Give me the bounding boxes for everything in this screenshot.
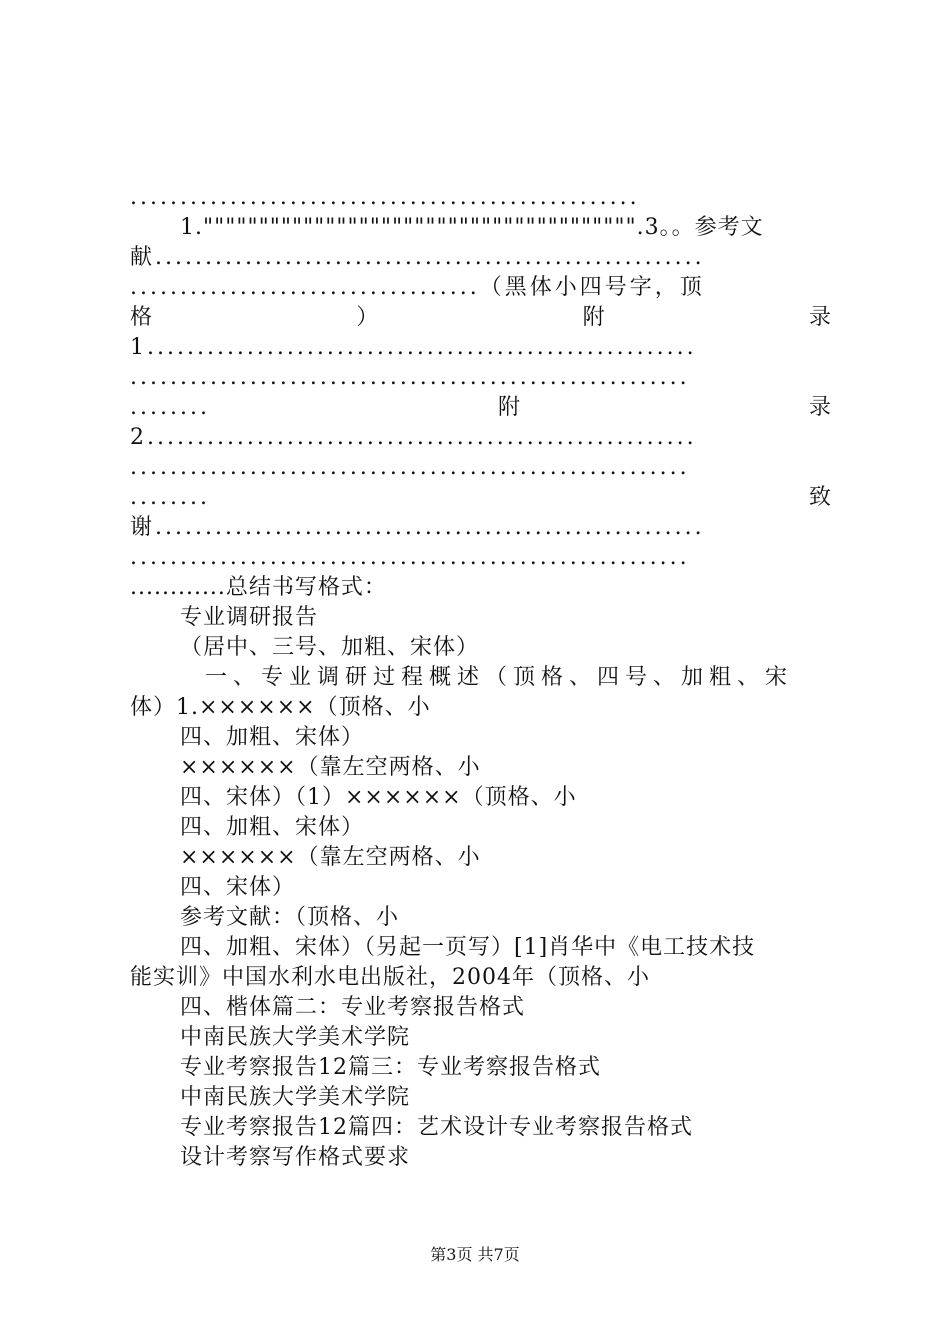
toc-justified-line — [130, 393, 832, 423]
toc-dots-line: ................................................... — [130, 185, 640, 210]
page-number-footer: 第3页 共7页 — [430, 1245, 520, 1264]
toc-word: ） — [356, 305, 380, 330]
toc-word: 附 — [497, 395, 521, 420]
body-line: 一、专业调研过程概述（顶格、四号、加粗、宋 — [205, 665, 794, 690]
toc-word: ........ — [130, 395, 210, 420]
toc-dots-line: ........................................................ — [130, 365, 690, 390]
body-line: 四、宋体）（1）××××××（顶格、小 — [180, 785, 577, 810]
body-line: 四、加粗、宋体） — [180, 725, 365, 750]
toc-justified-line — [130, 483, 832, 513]
toc-line: ...................................（黑体小四号字，顶 — [130, 275, 705, 300]
toc-line: 2....................................................... — [130, 425, 697, 450]
toc-line: 1....................................................... — [130, 335, 697, 360]
toc-line: 谢....................................................... — [130, 515, 705, 540]
body-line: （居中、三号、加粗、宋体） — [180, 635, 480, 660]
body-line: 专业考察报告12篇三：专业考察报告格式 — [180, 1055, 601, 1080]
toc-word: 附 — [582, 305, 606, 330]
toc-line: 1.""""""""""""""""""""""""""""""""""""""".3。。参考文 — [180, 215, 764, 240]
body-line: 中南民族大学美术学院 — [180, 1025, 411, 1050]
toc-line: 献....................................................... — [130, 245, 705, 270]
body-line: 中南民族大学美术学院 — [180, 1085, 411, 1110]
toc-word: ........ — [130, 485, 210, 510]
body-line: ××××××（靠左空两格、小 — [180, 755, 481, 780]
body-line: 专业考察报告12篇四：艺术设计专业考察报告格式 — [180, 1115, 693, 1140]
body-line: 四、宋体） — [180, 875, 296, 900]
toc-word: 致 — [808, 485, 832, 510]
toc-justified-line — [130, 303, 832, 333]
toc-word: 录 — [808, 395, 832, 420]
toc-word: 格 — [130, 305, 154, 330]
toc-line: ............总结书写格式： — [130, 575, 387, 600]
body-line: 设计考察写作格式要求 — [180, 1145, 411, 1170]
toc-dots-line: ........................................................ — [130, 545, 690, 570]
body-line: 四、加粗、宋体） — [180, 815, 365, 840]
body-line: 能实训》中国水利水电出版社，2004年（顶格、小 — [130, 965, 650, 990]
body-line: 四、楷体篇二：专业考察报告格式 — [180, 995, 526, 1020]
body-line: 专业调研报告 — [180, 605, 319, 630]
body-line: ××××××（靠左空两格、小 — [180, 845, 481, 870]
body-line: 体）1.××××××（顶格、小 — [130, 695, 431, 720]
toc-dots-line: ........................................................ — [130, 455, 690, 480]
body-line: 参考文献：（顶格、小 — [180, 905, 400, 930]
body-line: 四、加粗、宋体）（另起一页写）[1]肖华中《电工技术技 — [180, 935, 756, 960]
toc-word: 录 — [808, 305, 832, 330]
